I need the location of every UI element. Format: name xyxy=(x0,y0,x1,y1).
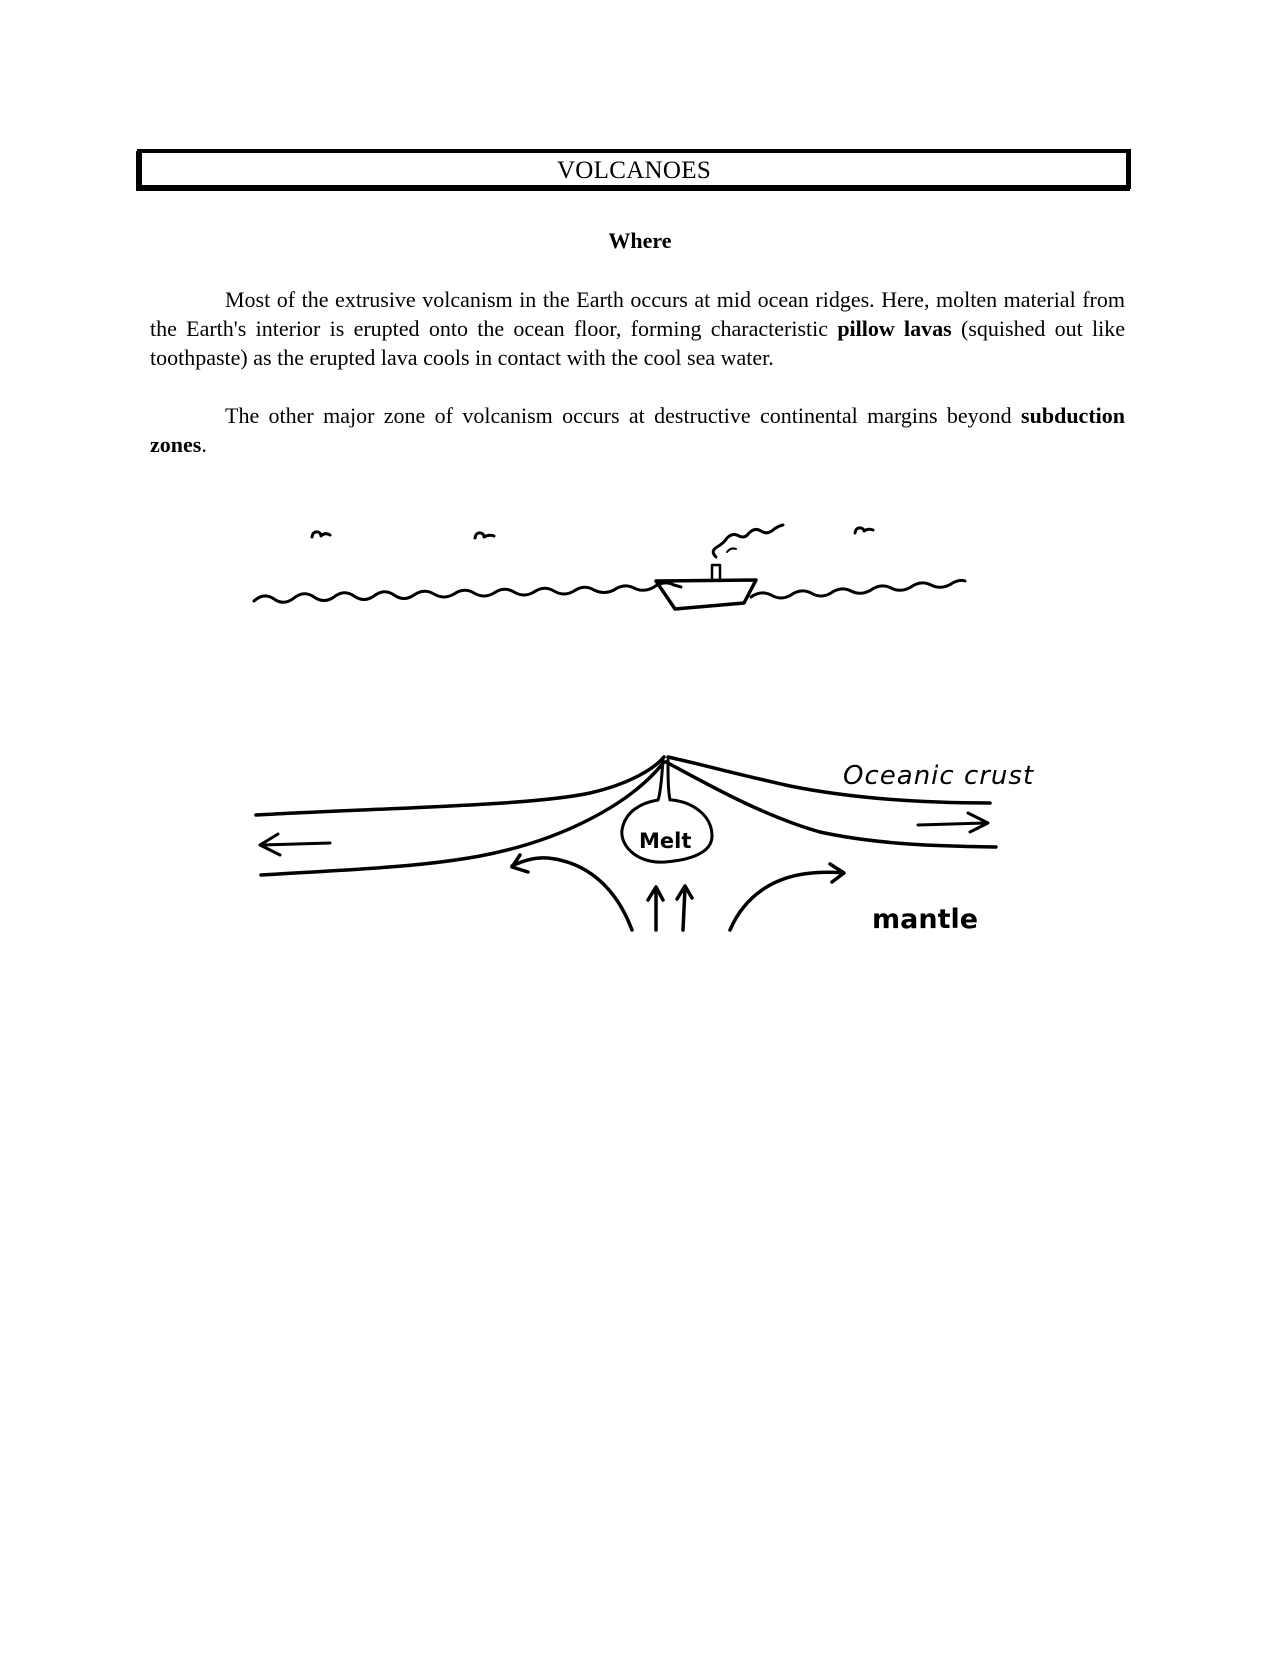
convection-arrow-right xyxy=(730,864,844,930)
plate-motion-arrow-right xyxy=(918,813,988,832)
convection-arrow-left xyxy=(512,855,632,930)
section-heading: Where xyxy=(608,228,672,253)
oceanic-crust-left-top xyxy=(256,757,664,815)
paragraph1-text-after: (squished out like toothpaste) as the erupted lava cools in contact with the cool sea water. xyxy=(150,316,1125,370)
label-oceanic-crust: Oceanic crust xyxy=(843,761,1035,791)
upwelling-arrow xyxy=(648,887,663,930)
term-subduction-zones: subduction zones xyxy=(150,403,1125,457)
term-pillow-lavas: pillow lavas xyxy=(837,316,952,341)
upwelling-arrow xyxy=(677,886,692,930)
bird-icon xyxy=(312,532,330,537)
paragraph1-text-before: Most of the extrusive volcanism in the Earth occurs at mid ocean ridges. Here, molten material from the Earth's interior is erupted onto the ocean floor, forming characteristic xyxy=(150,287,1125,341)
plate-motion-arrow-left xyxy=(260,834,330,855)
label-mantle: mantle xyxy=(872,904,979,935)
oceanic-crust-left-bottom xyxy=(261,762,664,875)
paragraph2-text-after: . xyxy=(201,432,207,457)
bird-icon xyxy=(855,528,873,533)
bird-icon xyxy=(475,533,494,538)
label-melt: Melt xyxy=(639,829,692,853)
page-title: VOLCANOES xyxy=(556,157,712,184)
ship-icon xyxy=(656,525,783,609)
sea-surface-waves xyxy=(254,583,681,602)
sea-surface-waves xyxy=(751,580,965,598)
paragraph2-text-before: The other major zone of volcanism occurs at destructive continental margins beyond xyxy=(225,403,1022,428)
